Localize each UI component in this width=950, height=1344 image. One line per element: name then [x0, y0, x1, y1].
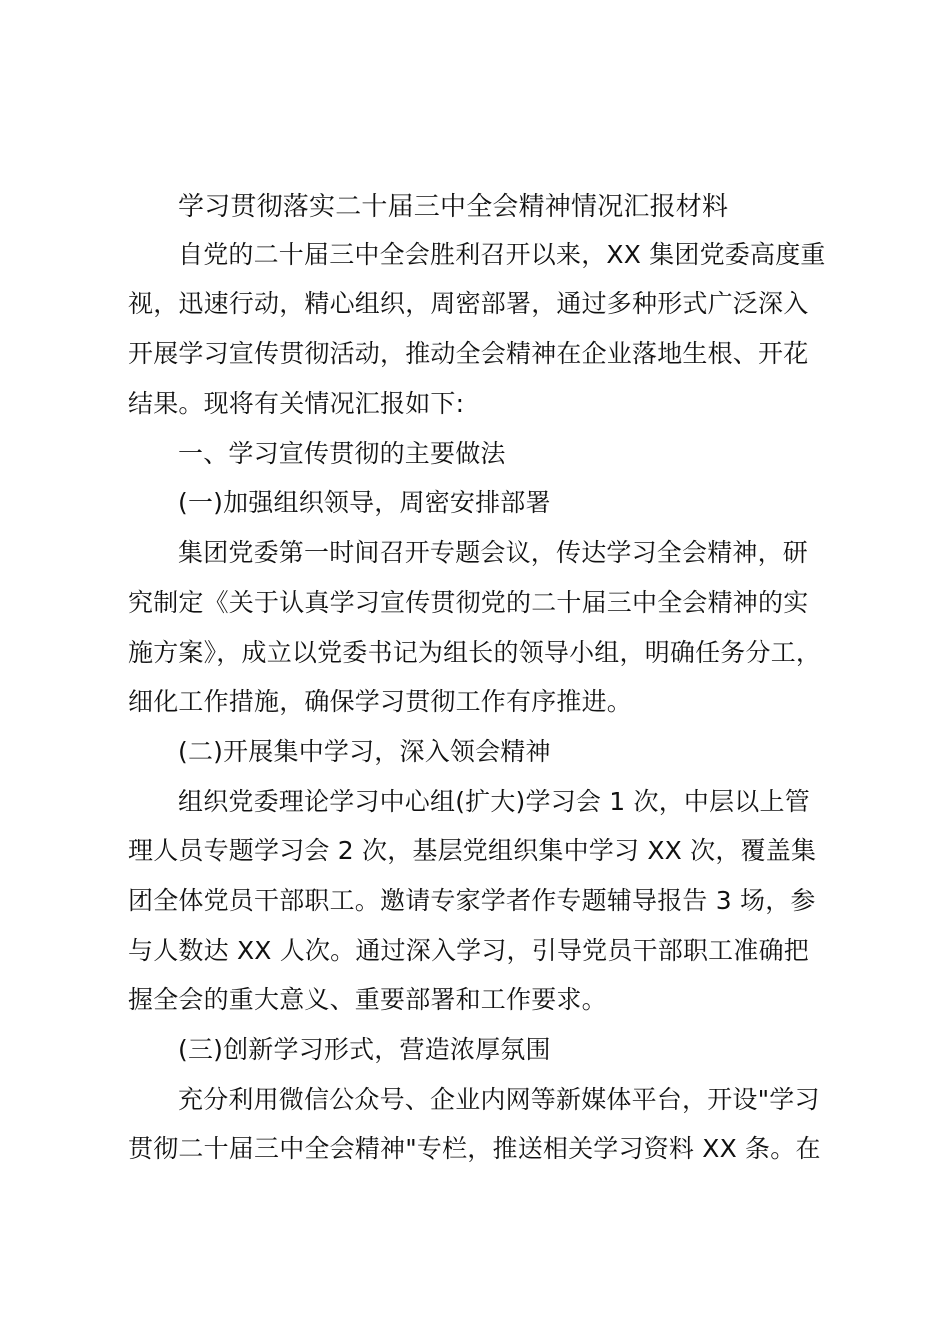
- subsection-1-line-2: 究制定《关于认真学习宣传贯彻党的二十届三中全会精神的实: [128, 588, 809, 617]
- document-title: 学习贯彻落实二十届三中全会精神情况汇报材料: [178, 192, 729, 222]
- subsection-1-heading: (一)加强组织领导，周密安排部署: [178, 488, 551, 517]
- intro-line-2: 视，迅速行动，精心组织，周密部署，通过多种形式广泛深入: [128, 289, 809, 318]
- subsection-2-line-5: 握全会的重大意义、重要部署和工作要求。: [128, 985, 607, 1014]
- intro-line-3: 开展学习宣传贯彻活动，推动全会精神在企业落地生根、开花: [128, 339, 809, 368]
- subsection-2-line-3: 团全体党员干部职工。邀请专家学者作专题辅导报告 3 场，参: [128, 886, 816, 915]
- intro-line-1: 自党的二十届三中全会胜利召开以来，XX 集团党委高度重: [178, 240, 826, 269]
- subsection-3-line-2: 贯彻二十届三中全会精神"专栏，推送相关学习资料 XX 条。在: [128, 1134, 821, 1163]
- subsection-2-line-2: 理人员专题学习会 2 次，基层党组织集中学习 XX 次，覆盖集: [128, 836, 817, 865]
- subsection-1-line-4: 细化工作措施，确保学习贯彻工作有序推进。: [128, 687, 633, 716]
- subsection-2-line-4: 与人数达 XX 人次。通过深入学习，引导党员干部职工准确把: [128, 936, 809, 965]
- intro-line-4: 结果。现将有关情况汇报如下:: [128, 389, 465, 418]
- subsection-3-heading: (三)创新学习形式，营造浓厚氛围: [178, 1035, 551, 1064]
- subsection-2-line-1: 组织党委理论学习中心组(扩大)学习会 1 次，中层以上管: [178, 787, 810, 816]
- subsection-3-line-1: 充分利用微信公众号、企业内网等新媒体平台，开设"学习: [178, 1085, 820, 1114]
- section-1-heading: 一、学习宣传贯彻的主要做法: [178, 439, 506, 468]
- subsection-1-line-3: 施方案》，成立以党委书记为组长的领导小组，明确任务分工，: [128, 638, 822, 667]
- subsection-2-heading: (二)开展集中学习，深入领会精神: [178, 737, 551, 766]
- subsection-1-line-1: 集团党委第一时间召开专题会议，传达学习全会精神，研: [178, 538, 809, 567]
